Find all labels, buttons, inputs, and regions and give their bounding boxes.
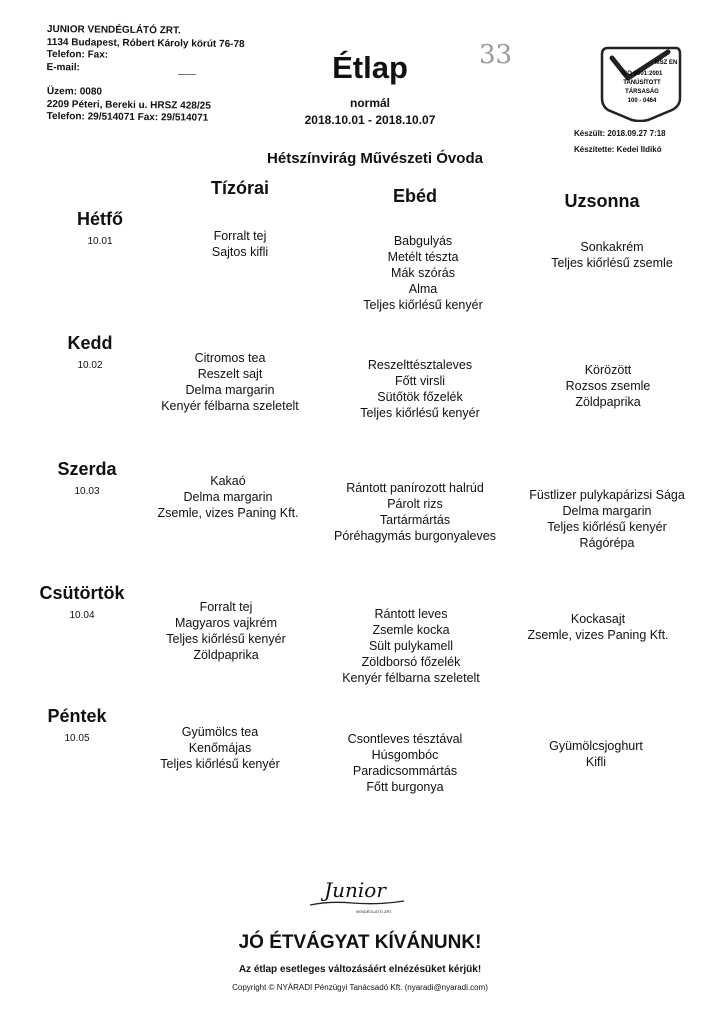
menu-item: Főtt virsli	[395, 374, 445, 388]
menu-item: Zsemle, vizes Paning Kft.	[527, 628, 669, 642]
day-date: 10.03	[74, 486, 100, 497]
junior-logo-icon	[300, 875, 410, 917]
menu-item: Rozsos zsemle	[565, 379, 651, 393]
logo-subtext: VENDÉGLÁTÓ ZRT.	[355, 909, 393, 914]
menu-item: Kenyér félbarna szeletelt	[161, 399, 299, 413]
day-date: 10.05	[64, 733, 90, 744]
menu-item: Csontleves tésztával	[347, 732, 463, 746]
apology-note: Az étlap esetleges változásáért elnézésüket kérjük!	[238, 964, 482, 975]
author: Készítette: Kedei Ildikó	[574, 145, 662, 154]
lunch-cell	[305, 731, 505, 795]
day-label	[22, 582, 142, 621]
day-name: Hétfő	[77, 209, 123, 229]
day-date: 10.02	[77, 360, 103, 371]
lunch-cell	[315, 480, 515, 544]
handwritten-number: 33	[479, 40, 513, 70]
menu-variant: normál	[349, 96, 390, 110]
menu-item: Zsemle, vizes Paning Kft.	[157, 506, 299, 520]
company-name: JUNIOR VENDÉGLÁTÓ ZRT.	[46, 24, 181, 37]
morning-cell	[126, 599, 326, 663]
logo-text: Junior	[324, 878, 386, 902]
menu-item: Teljes kiőrlésű kenyér	[360, 406, 480, 420]
cert-line1: MSZ EN	[654, 60, 678, 66]
menu-item: Forralt tej	[199, 600, 253, 614]
day-name: Péntek	[47, 706, 107, 726]
menu-item: Kakaó	[210, 474, 246, 488]
menu-item: Sült pulykamell	[368, 639, 454, 653]
morning-cell	[140, 228, 340, 260]
menu-item: Gyümölcsjoghurt	[549, 739, 643, 753]
day-date: 10.04	[69, 610, 95, 621]
menu-item: Paradicsommártás	[352, 764, 458, 778]
menu-item: Reszelttésztaleves	[367, 358, 473, 372]
menu-item: Kockasajt	[570, 612, 626, 626]
plant-phone-fax: Telefon: 29/514071 Fax: 29/514071	[46, 110, 209, 124]
menu-item: Teljes kiőrlésű kenyér	[166, 632, 286, 646]
menu-item: Citromos tea	[194, 351, 266, 365]
menu-item: Alma	[408, 282, 438, 296]
menu-item: Teljes kiőrlésű kenyér	[160, 757, 280, 771]
menu-title: Étlap	[332, 50, 408, 85]
column-header-afternoon: Uzsonna	[564, 191, 640, 211]
afternoon-cell	[507, 487, 707, 551]
menu-item: Zöldpaprika	[575, 395, 641, 409]
column-header-lunch: Ebéd	[392, 186, 437, 206]
menu-item: Párolt rizs	[387, 497, 443, 511]
menu-item: Zöldborsó főzelék	[361, 655, 461, 669]
menu-item: Forralt tej	[213, 229, 267, 243]
scribble-mark	[178, 74, 196, 75]
company-info	[46, 24, 244, 76]
afternoon-cell	[512, 239, 712, 271]
menu-item: Metélt tészta	[387, 250, 459, 264]
menu-item: Főtt burgonya	[366, 780, 444, 794]
company-phone-fax: Telefon: Fax:	[46, 48, 109, 61]
menu-item: Delma margarin	[562, 504, 652, 518]
afternoon-cell	[508, 362, 708, 410]
menu-item: Mák szórás	[391, 266, 455, 280]
morning-cell	[130, 350, 330, 414]
day-date: 10.01	[87, 236, 113, 247]
afternoon-cell	[496, 738, 696, 770]
afternoon-cell	[498, 611, 698, 643]
menu-item: Rántott leves	[374, 607, 448, 621]
menu-item: Füstlizer pulykapárizsi Sága	[529, 488, 685, 502]
menu-item: Teljes kiőrlésű zsemle	[551, 256, 673, 270]
meta-info	[574, 126, 666, 158]
menu-item: Kenyér félbarna szeletelt	[342, 671, 480, 685]
certification-stamp-icon	[598, 44, 682, 122]
day-name: Kedd	[67, 333, 113, 353]
company-email: E-mail:	[46, 61, 80, 73]
menu-item: Sütőtök főzelék	[377, 390, 463, 404]
school-name: Hétszínvirág Művészeti Óvoda	[267, 150, 483, 167]
menu-item: Tartármártás	[379, 513, 451, 527]
menu-item: Póréhagymás burgonyaleves	[334, 529, 496, 543]
menu-item: Sonkakrém	[580, 240, 644, 254]
plant-address: 2209 Péteri, Bereki u. HRSZ 428/25	[46, 98, 211, 112]
plant-code: Üzem: 0080	[46, 86, 103, 98]
day-name: Csütörtök	[39, 583, 125, 603]
menu-item: Delma margarin	[183, 490, 273, 504]
cert-line3: TANÚSÍTOTT	[623, 80, 661, 86]
menu-item: Babgulyás	[393, 234, 453, 248]
menu-item: Rántott panírozott halrúd	[346, 481, 484, 495]
column-header-morning: Tízórai	[210, 178, 269, 198]
lunch-cell	[311, 606, 511, 686]
menu-period: 2018.10.01 - 2018.10.07	[304, 113, 436, 127]
created-date: Készült: 2018.09.27 7:18	[574, 129, 666, 138]
menu-item: Teljes kiőrlésű kenyér	[547, 520, 667, 534]
closing-message: JÓ ÉTVÁGYAT KÍVÁNUNK!	[238, 932, 482, 953]
menu-item: Kifli	[585, 755, 607, 769]
morning-cell	[128, 473, 328, 521]
cert-line5: 100 - 0464	[627, 98, 657, 104]
plant-info	[47, 86, 211, 125]
menu-item: Zöldpaprika	[193, 648, 259, 662]
menu-item: Zsemle kocka	[372, 623, 450, 637]
menu-item: Teljes kiőrlésű kenyér	[363, 298, 483, 312]
cert-line2: ISO 9001:2001	[621, 71, 663, 77]
cert-line4: TÁRSASÁG	[625, 89, 659, 95]
lunch-cell	[320, 357, 520, 421]
morning-cell	[120, 724, 320, 772]
menu-item: Húsgombóc	[371, 748, 439, 762]
menu-item: Sajtos kifli	[211, 245, 269, 259]
menu-item: Reszelt sajt	[197, 367, 263, 381]
menu-item: Gyümölcs tea	[181, 725, 259, 739]
menu-item: Rágórépa	[579, 536, 635, 550]
day-label	[17, 705, 137, 744]
day-name: Szerda	[57, 459, 117, 479]
menu-item: Delma margarin	[185, 383, 275, 397]
menu-item: Körözött	[584, 363, 632, 377]
menu-item: Magyaros vajkrém	[174, 616, 278, 630]
copyright-note: Copyright © NYÁRADI Pénzügyi Tanácsadó Kft. (nyaradi@nyaradi.com)	[232, 983, 488, 992]
company-address: 1134 Budapest, Róbert Károly körút 76-78	[46, 36, 245, 50]
menu-item: Kenőmájas	[188, 741, 252, 755]
lunch-cell	[323, 233, 523, 313]
